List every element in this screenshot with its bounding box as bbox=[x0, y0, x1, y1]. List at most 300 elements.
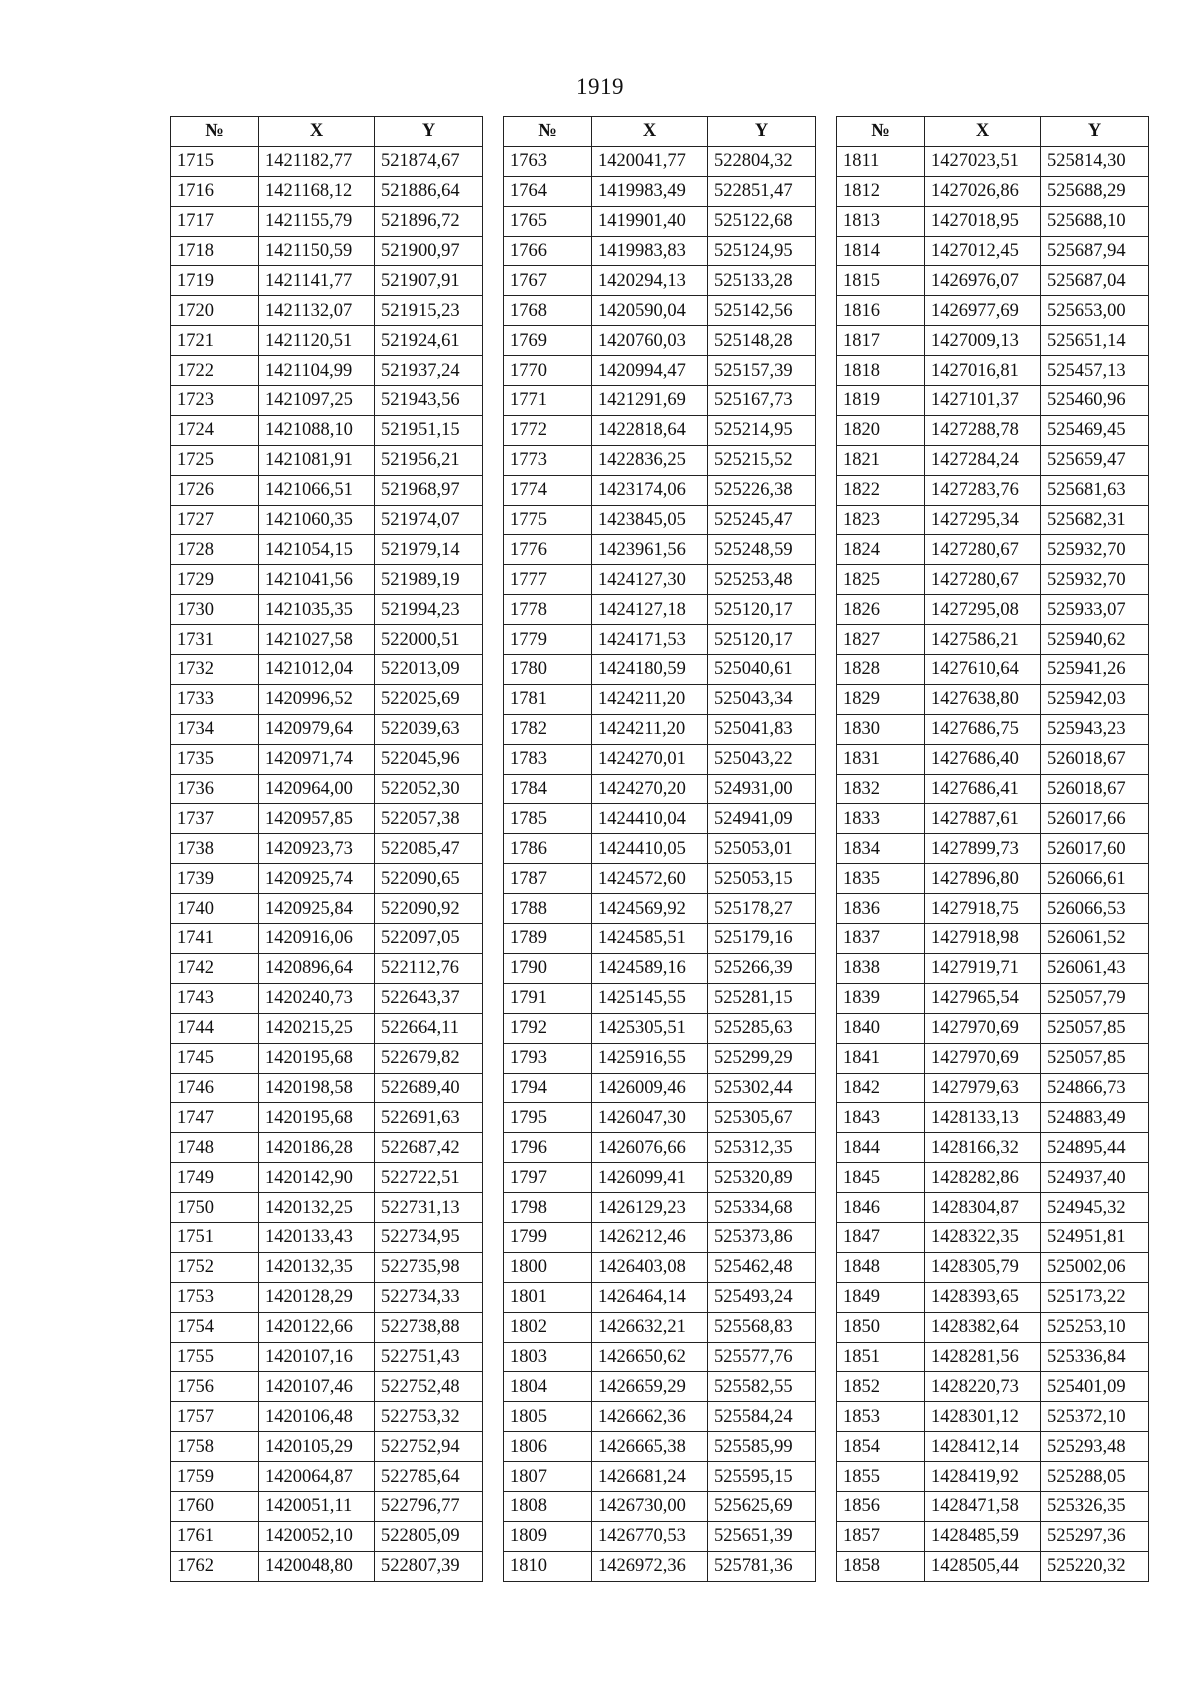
cell-y: 522734,95 bbox=[375, 1222, 483, 1252]
table-header-row bbox=[504, 117, 816, 147]
table-row bbox=[837, 924, 1149, 954]
cell-number: 1849 bbox=[837, 1282, 925, 1312]
cell-x: 1421035,35 bbox=[259, 595, 375, 625]
cell-number: 1821 bbox=[837, 445, 925, 475]
table-row bbox=[837, 1342, 1149, 1372]
cell-number: 1828 bbox=[837, 655, 925, 685]
cell-number: 1733 bbox=[171, 684, 259, 714]
cell-x: 1421141,77 bbox=[259, 266, 375, 296]
table-row bbox=[504, 1043, 816, 1073]
cell-y: 521968,97 bbox=[375, 475, 483, 505]
cell-number: 1736 bbox=[171, 774, 259, 804]
cell-number: 1847 bbox=[837, 1222, 925, 1252]
cell-x: 1420957,85 bbox=[259, 804, 375, 834]
cell-x: 1420240,73 bbox=[259, 983, 375, 1013]
cell-x: 1420925,74 bbox=[259, 864, 375, 894]
table-row bbox=[837, 714, 1149, 744]
cell-x: 1426403,08 bbox=[592, 1252, 708, 1282]
table-row bbox=[171, 983, 483, 1013]
cell-number: 1850 bbox=[837, 1312, 925, 1342]
cell-x: 1428505,44 bbox=[925, 1551, 1041, 1581]
cell-number: 1827 bbox=[837, 625, 925, 655]
cell-x: 1420186,28 bbox=[259, 1133, 375, 1163]
cell-number: 1834 bbox=[837, 834, 925, 864]
table-row bbox=[171, 1402, 483, 1432]
cell-number: 1853 bbox=[837, 1402, 925, 1432]
page-number: 1919 bbox=[576, 74, 624, 99]
cell-number: 1790 bbox=[504, 953, 592, 983]
cell-x: 1420133,43 bbox=[259, 1222, 375, 1252]
cell-y: 525305,67 bbox=[708, 1103, 816, 1133]
table-row bbox=[171, 415, 483, 445]
table-row bbox=[504, 326, 816, 356]
cell-y: 521994,23 bbox=[375, 595, 483, 625]
table-row bbox=[171, 386, 483, 416]
cell-x: 1427295,08 bbox=[925, 595, 1041, 625]
cell-y: 525053,01 bbox=[708, 834, 816, 864]
cell-y: 524883,49 bbox=[1041, 1103, 1149, 1133]
cell-number: 1796 bbox=[504, 1133, 592, 1163]
cell-x: 1427896,80 bbox=[925, 864, 1041, 894]
cell-y: 525002,06 bbox=[1041, 1252, 1149, 1282]
cell-number: 1837 bbox=[837, 924, 925, 954]
cell-y: 522097,05 bbox=[375, 924, 483, 954]
cell-y: 525142,56 bbox=[708, 296, 816, 326]
cell-number: 1728 bbox=[171, 535, 259, 565]
table-row bbox=[837, 1222, 1149, 1252]
cell-x: 1420142,90 bbox=[259, 1163, 375, 1193]
cell-x: 1426047,30 bbox=[592, 1103, 708, 1133]
cell-number: 1745 bbox=[171, 1043, 259, 1073]
cell-number: 1797 bbox=[504, 1163, 592, 1193]
cell-x: 1428301,12 bbox=[925, 1402, 1041, 1432]
cell-number: 1731 bbox=[171, 625, 259, 655]
cell-y: 525245,47 bbox=[708, 505, 816, 535]
cell-x: 1421054,15 bbox=[259, 535, 375, 565]
table-row bbox=[171, 655, 483, 685]
header-x: X bbox=[925, 117, 1041, 147]
cell-number: 1854 bbox=[837, 1432, 925, 1462]
table-row bbox=[171, 565, 483, 595]
cell-number: 1743 bbox=[171, 983, 259, 1013]
header-number: № bbox=[171, 117, 259, 147]
table-row bbox=[504, 1342, 816, 1372]
table-row bbox=[504, 1521, 816, 1551]
cell-x: 1420128,29 bbox=[259, 1282, 375, 1312]
cell-y: 522689,40 bbox=[375, 1073, 483, 1103]
cell-x: 1421060,35 bbox=[259, 505, 375, 535]
table-row bbox=[171, 1193, 483, 1223]
table-row bbox=[171, 1462, 483, 1492]
cell-y: 522687,42 bbox=[375, 1133, 483, 1163]
header-y: Y bbox=[708, 117, 816, 147]
cell-x: 1427012,45 bbox=[925, 236, 1041, 266]
cell-y: 525651,39 bbox=[708, 1521, 816, 1551]
table-row bbox=[837, 535, 1149, 565]
cell-x: 1421104,99 bbox=[259, 356, 375, 386]
cell-y: 521915,23 bbox=[375, 296, 483, 326]
cell-number: 1748 bbox=[171, 1133, 259, 1163]
cell-number: 1755 bbox=[171, 1342, 259, 1372]
table-row bbox=[837, 296, 1149, 326]
cell-y: 522752,48 bbox=[375, 1372, 483, 1402]
cell-y: 526017,66 bbox=[1041, 804, 1149, 834]
table-row bbox=[837, 1252, 1149, 1282]
cell-y: 525288,05 bbox=[1041, 1462, 1149, 1492]
table-row bbox=[504, 983, 816, 1013]
cell-x: 1420132,35 bbox=[259, 1252, 375, 1282]
cell-number: 1775 bbox=[504, 505, 592, 535]
table-row bbox=[837, 1163, 1149, 1193]
cell-y: 524931,00 bbox=[708, 774, 816, 804]
cell-x: 1427965,54 bbox=[925, 983, 1041, 1013]
cell-y: 525682,31 bbox=[1041, 505, 1149, 535]
cell-x: 1428393,65 bbox=[925, 1282, 1041, 1312]
table-row bbox=[171, 1432, 483, 1462]
cell-y: 525653,00 bbox=[1041, 296, 1149, 326]
cell-y: 525595,15 bbox=[708, 1462, 816, 1492]
cell-x: 1421097,25 bbox=[259, 386, 375, 416]
cell-number: 1758 bbox=[171, 1432, 259, 1462]
cell-y: 522090,92 bbox=[375, 894, 483, 924]
table-row bbox=[837, 1013, 1149, 1043]
cell-y: 525932,70 bbox=[1041, 565, 1149, 595]
cell-number: 1761 bbox=[171, 1521, 259, 1551]
table-row bbox=[171, 296, 483, 326]
cell-number: 1831 bbox=[837, 744, 925, 774]
cell-y: 522039,63 bbox=[375, 714, 483, 744]
cell-number: 1776 bbox=[504, 535, 592, 565]
table-row bbox=[837, 625, 1149, 655]
table-row bbox=[504, 206, 816, 236]
cell-number: 1801 bbox=[504, 1282, 592, 1312]
cell-y: 522731,13 bbox=[375, 1193, 483, 1223]
cell-number: 1763 bbox=[504, 146, 592, 176]
cell-number: 1852 bbox=[837, 1372, 925, 1402]
cell-y: 521937,24 bbox=[375, 356, 483, 386]
cell-x: 1428304,87 bbox=[925, 1193, 1041, 1223]
cell-number: 1832 bbox=[837, 774, 925, 804]
cell-x: 1419901,40 bbox=[592, 206, 708, 236]
cell-x: 1420195,68 bbox=[259, 1103, 375, 1133]
cell-number: 1840 bbox=[837, 1013, 925, 1043]
cell-number: 1774 bbox=[504, 475, 592, 505]
cell-y: 522805,09 bbox=[375, 1521, 483, 1551]
cell-number: 1825 bbox=[837, 565, 925, 595]
cell-number: 1754 bbox=[171, 1312, 259, 1342]
cell-number: 1813 bbox=[837, 206, 925, 236]
cell-x: 1426099,41 bbox=[592, 1163, 708, 1193]
cell-number: 1757 bbox=[171, 1402, 259, 1432]
cell-number: 1830 bbox=[837, 714, 925, 744]
table-row bbox=[504, 1551, 816, 1581]
cell-x: 1427918,75 bbox=[925, 894, 1041, 924]
cell-x: 1427638,80 bbox=[925, 684, 1041, 714]
table-row bbox=[837, 1073, 1149, 1103]
table-row bbox=[837, 266, 1149, 296]
cell-number: 1765 bbox=[504, 206, 592, 236]
table-row bbox=[504, 774, 816, 804]
cell-number: 1759 bbox=[171, 1462, 259, 1492]
cell-y: 525253,10 bbox=[1041, 1312, 1149, 1342]
cell-number: 1844 bbox=[837, 1133, 925, 1163]
table-row bbox=[504, 924, 816, 954]
cell-y: 525057,85 bbox=[1041, 1043, 1149, 1073]
cell-number: 1721 bbox=[171, 326, 259, 356]
cell-number: 1802 bbox=[504, 1312, 592, 1342]
cell-y: 525285,63 bbox=[708, 1013, 816, 1043]
table-row bbox=[504, 356, 816, 386]
table-row bbox=[171, 1312, 483, 1342]
table-row bbox=[171, 445, 483, 475]
table-body bbox=[504, 146, 816, 1581]
cell-x: 1426681,24 bbox=[592, 1462, 708, 1492]
table-row bbox=[171, 1521, 483, 1551]
cell-y: 525781,36 bbox=[708, 1551, 816, 1581]
cell-number: 1735 bbox=[171, 744, 259, 774]
cell-number: 1786 bbox=[504, 834, 592, 864]
cell-number: 1781 bbox=[504, 684, 592, 714]
cell-number: 1818 bbox=[837, 356, 925, 386]
cell-x: 1421066,51 bbox=[259, 475, 375, 505]
table-row bbox=[171, 505, 483, 535]
table-row bbox=[837, 1133, 1149, 1163]
cell-x: 1420107,16 bbox=[259, 1342, 375, 1372]
cell-y: 524866,73 bbox=[1041, 1073, 1149, 1103]
cell-number: 1819 bbox=[837, 386, 925, 416]
cell-y: 522804,32 bbox=[708, 146, 816, 176]
cell-y: 525302,44 bbox=[708, 1073, 816, 1103]
cell-number: 1815 bbox=[837, 266, 925, 296]
cell-number: 1823 bbox=[837, 505, 925, 535]
cell-x: 1428305,79 bbox=[925, 1252, 1041, 1282]
cell-y: 525122,68 bbox=[708, 206, 816, 236]
cell-y: 525943,23 bbox=[1041, 714, 1149, 744]
table-row bbox=[504, 834, 816, 864]
cell-y: 522025,69 bbox=[375, 684, 483, 714]
cell-x: 1426665,38 bbox=[592, 1432, 708, 1462]
table-row bbox=[504, 386, 816, 416]
cell-number: 1851 bbox=[837, 1342, 925, 1372]
coordinates-table-3 bbox=[836, 116, 1149, 1582]
cell-number: 1720 bbox=[171, 296, 259, 326]
cell-number: 1723 bbox=[171, 386, 259, 416]
table-row bbox=[837, 565, 1149, 595]
cell-y: 525179,16 bbox=[708, 924, 816, 954]
coordinates-table-2 bbox=[503, 116, 816, 1582]
table-row bbox=[504, 475, 816, 505]
cell-y: 525214,95 bbox=[708, 415, 816, 445]
table-row bbox=[837, 236, 1149, 266]
cell-number: 1798 bbox=[504, 1193, 592, 1223]
cell-x: 1420964,00 bbox=[259, 774, 375, 804]
cell-y: 525401,09 bbox=[1041, 1372, 1149, 1402]
cell-number: 1769 bbox=[504, 326, 592, 356]
cell-number: 1811 bbox=[837, 146, 925, 176]
cell-x: 1424569,92 bbox=[592, 894, 708, 924]
cell-y: 526017,60 bbox=[1041, 834, 1149, 864]
table-row bbox=[171, 834, 483, 864]
cell-y: 525688,10 bbox=[1041, 206, 1149, 236]
table-row bbox=[837, 744, 1149, 774]
cell-y: 522691,63 bbox=[375, 1103, 483, 1133]
cell-y: 522751,43 bbox=[375, 1342, 483, 1372]
cell-number: 1741 bbox=[171, 924, 259, 954]
cell-x: 1422818,64 bbox=[592, 415, 708, 445]
cell-y: 525312,35 bbox=[708, 1133, 816, 1163]
table-row bbox=[504, 625, 816, 655]
cell-y: 522851,47 bbox=[708, 176, 816, 206]
table-row bbox=[504, 1103, 816, 1133]
cell-number: 1848 bbox=[837, 1252, 925, 1282]
cell-number: 1856 bbox=[837, 1491, 925, 1521]
cell-number: 1788 bbox=[504, 894, 592, 924]
cell-x: 1426632,21 bbox=[592, 1312, 708, 1342]
table-row bbox=[171, 1163, 483, 1193]
cell-x: 1424410,04 bbox=[592, 804, 708, 834]
cell-x: 1427887,61 bbox=[925, 804, 1041, 834]
cell-y: 525124,95 bbox=[708, 236, 816, 266]
cell-x: 1420122,66 bbox=[259, 1312, 375, 1342]
table-row bbox=[504, 146, 816, 176]
cell-y: 526061,43 bbox=[1041, 953, 1149, 983]
cell-y: 521900,97 bbox=[375, 236, 483, 266]
cell-y: 525577,76 bbox=[708, 1342, 816, 1372]
cell-y: 521951,15 bbox=[375, 415, 483, 445]
cell-number: 1752 bbox=[171, 1252, 259, 1282]
cell-number: 1857 bbox=[837, 1521, 925, 1551]
cell-y: 524941,09 bbox=[708, 804, 816, 834]
table-row bbox=[171, 266, 483, 296]
cell-y: 522679,82 bbox=[375, 1043, 483, 1073]
cell-x: 1424270,01 bbox=[592, 744, 708, 774]
table-row bbox=[504, 1432, 816, 1462]
table-row bbox=[837, 804, 1149, 834]
cell-y: 525167,73 bbox=[708, 386, 816, 416]
cell-x: 1424270,20 bbox=[592, 774, 708, 804]
cell-x: 1427009,13 bbox=[925, 326, 1041, 356]
cell-y: 525253,48 bbox=[708, 565, 816, 595]
cell-number: 1780 bbox=[504, 655, 592, 685]
cell-number: 1749 bbox=[171, 1163, 259, 1193]
cell-y: 525041,83 bbox=[708, 714, 816, 744]
cell-y: 525215,52 bbox=[708, 445, 816, 475]
cell-number: 1737 bbox=[171, 804, 259, 834]
cell-x: 1427288,78 bbox=[925, 415, 1041, 445]
table-row bbox=[837, 1043, 1149, 1073]
cell-x: 1427023,51 bbox=[925, 146, 1041, 176]
cell-x: 1421041,56 bbox=[259, 565, 375, 595]
table-row bbox=[171, 1372, 483, 1402]
table-row bbox=[837, 1103, 1149, 1133]
table-row bbox=[171, 924, 483, 954]
table-row bbox=[171, 1342, 483, 1372]
table-row bbox=[837, 1462, 1149, 1492]
cell-y: 525687,04 bbox=[1041, 266, 1149, 296]
cell-y: 525281,15 bbox=[708, 983, 816, 1013]
cell-y: 522057,38 bbox=[375, 804, 483, 834]
cell-y: 521943,56 bbox=[375, 386, 483, 416]
cell-x: 1425305,51 bbox=[592, 1013, 708, 1043]
table-row bbox=[171, 475, 483, 505]
cell-y: 525942,03 bbox=[1041, 684, 1149, 714]
cell-number: 1726 bbox=[171, 475, 259, 505]
cell-number: 1738 bbox=[171, 834, 259, 864]
cell-number: 1807 bbox=[504, 1462, 592, 1492]
cell-number: 1799 bbox=[504, 1222, 592, 1252]
cell-x: 1428382,64 bbox=[925, 1312, 1041, 1342]
cell-number: 1744 bbox=[171, 1013, 259, 1043]
cell-number: 1808 bbox=[504, 1491, 592, 1521]
cell-y: 525226,38 bbox=[708, 475, 816, 505]
cell-number: 1838 bbox=[837, 953, 925, 983]
cell-x: 1420925,84 bbox=[259, 894, 375, 924]
table-row bbox=[171, 326, 483, 356]
cell-number: 1715 bbox=[171, 146, 259, 176]
cell-number: 1762 bbox=[171, 1551, 259, 1581]
cell-x: 1427979,63 bbox=[925, 1073, 1041, 1103]
cell-number: 1824 bbox=[837, 535, 925, 565]
table-row bbox=[171, 1551, 483, 1581]
cell-x: 1427284,24 bbox=[925, 445, 1041, 475]
cell-y: 526061,52 bbox=[1041, 924, 1149, 954]
cell-y: 522085,47 bbox=[375, 834, 483, 864]
cell-x: 1428166,32 bbox=[925, 1133, 1041, 1163]
table-row bbox=[504, 684, 816, 714]
cell-y: 522000,51 bbox=[375, 625, 483, 655]
table-row bbox=[837, 774, 1149, 804]
cell-y: 522052,30 bbox=[375, 774, 483, 804]
cell-number: 1732 bbox=[171, 655, 259, 685]
cell-y: 525299,29 bbox=[708, 1043, 816, 1073]
cell-number: 1822 bbox=[837, 475, 925, 505]
cell-number: 1772 bbox=[504, 415, 592, 445]
cell-number: 1777 bbox=[504, 565, 592, 595]
table-row bbox=[837, 1282, 1149, 1312]
table-row bbox=[837, 834, 1149, 864]
table-row bbox=[504, 445, 816, 475]
cell-number: 1814 bbox=[837, 236, 925, 266]
cell-x: 1421291,69 bbox=[592, 386, 708, 416]
table-row bbox=[504, 266, 816, 296]
cell-y: 522807,39 bbox=[375, 1551, 483, 1581]
cell-x: 1420896,64 bbox=[259, 953, 375, 983]
cell-number: 1789 bbox=[504, 924, 592, 954]
cell-x: 1427919,71 bbox=[925, 953, 1041, 983]
cell-number: 1734 bbox=[171, 714, 259, 744]
cell-y: 525043,22 bbox=[708, 744, 816, 774]
table-row bbox=[171, 176, 483, 206]
cell-y: 525625,69 bbox=[708, 1491, 816, 1521]
cell-x: 1420105,29 bbox=[259, 1432, 375, 1462]
cell-y: 525178,27 bbox=[708, 894, 816, 924]
table-body bbox=[171, 146, 483, 1581]
table-row bbox=[504, 1222, 816, 1252]
cell-x: 1420760,03 bbox=[592, 326, 708, 356]
cell-number: 1718 bbox=[171, 236, 259, 266]
header-number: № bbox=[837, 117, 925, 147]
coordinates-table-1 bbox=[170, 116, 483, 1582]
table-row bbox=[171, 864, 483, 894]
cell-y: 525814,30 bbox=[1041, 146, 1149, 176]
cell-x: 1426129,23 bbox=[592, 1193, 708, 1223]
table-row bbox=[837, 415, 1149, 445]
cell-x: 1420996,52 bbox=[259, 684, 375, 714]
table-row bbox=[504, 1133, 816, 1163]
cell-y: 522013,09 bbox=[375, 655, 483, 685]
table-row bbox=[837, 1402, 1149, 1432]
table-row bbox=[171, 774, 483, 804]
